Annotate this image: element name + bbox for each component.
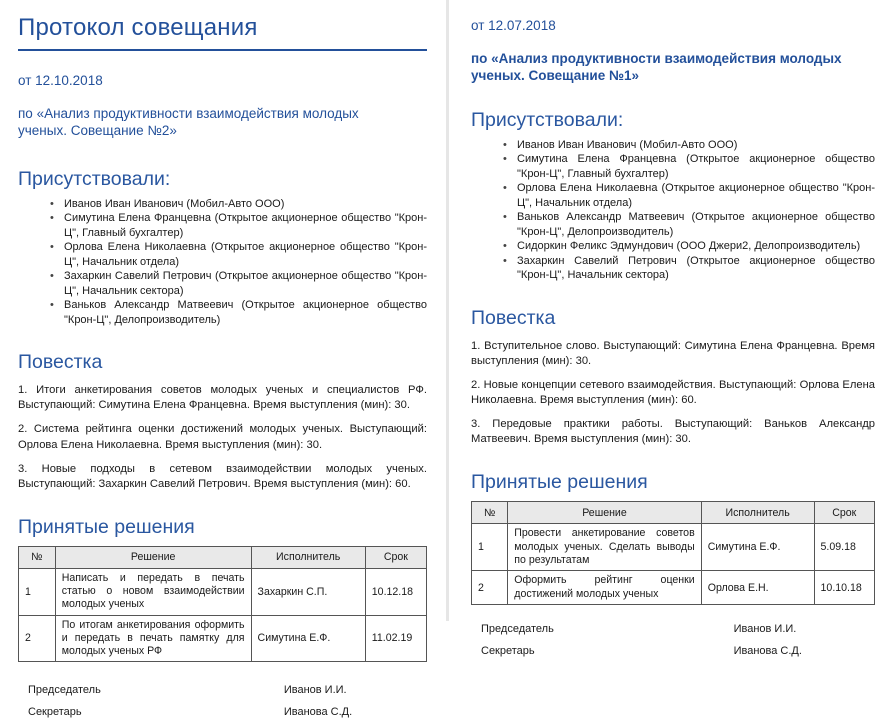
cell-decision: Провести анкетирование советов молодых ученых. Сделать выводы по результатам [508,524,701,571]
attendees-list [18,197,427,328]
signatures-block [471,623,875,667]
table-row [19,615,427,662]
table-header-num: № [19,546,56,568]
cell-executor: Орлова Е.Н. [701,571,814,605]
decisions-heading: Принятые решения [471,471,648,494]
table-header-decision: Решение [55,546,251,568]
signature-row [18,684,427,706]
signature-role: Секретарь [481,645,535,658]
attendee-item: • Иванов Иван Иванович (Мобил-Авто ООО) [517,138,875,153]
agenda-heading: Повестка [471,306,556,329]
table-header-num: № [472,502,508,524]
signature-name: Иванова С.Д. [283,706,353,719]
attendee-item: • Симутина Елена Францевна (Открытое акционерное общество "Крон-Ц", Главный бухгалтер) [517,152,875,181]
attendee-item: • Ваньков Александр Матвеевич (Открытое акционерное общество "Крон-Ц", Делопроизводитель) [64,298,427,327]
agenda-item: 3. Новые подходы в сетевом взаимодействии молодых ученых. Выступающий: Захаркин Савелий Петрович. Время выступления (мин): 60. [18,462,427,490]
table-header-row [19,546,427,568]
signature-row [471,623,875,645]
signature-name: Иванова С.Д. [733,645,802,658]
signature-role: Председатель [28,684,101,697]
attendee-item: • Орлова Елена Николаевна (Открытое акционерное общество "Крон-Ц", Начальник отдела) [517,181,875,210]
cell-due: 11.02.19 [365,615,426,662]
table-header-due: Срок [365,546,426,568]
cell-executor: Симутина Е.Ф. [701,524,814,571]
cell-executor: Захаркин С.П. [251,568,365,615]
cell-decision: По итогам анкетирования оформить и передать в печать памятку для молодых ученых РФ [55,615,251,662]
attendees-heading: Присутствовали: [18,167,171,190]
attendee-item: • Сидоркин Феликс Эдмундович (ООО Джери2, Делопроизводитель) [517,239,875,254]
cell-num: 2 [19,615,56,662]
agenda-heading: Повестка [18,351,103,374]
table-header-executor: Исполнитель [251,546,365,568]
attendee-item: • Ваньков Александр Матвеевич (Открытое акционерное общество "Крон-Ц", Делопроизводитель) [517,210,875,239]
table-row [19,568,427,615]
signature-name: Иванов И.И. [283,684,347,697]
document-title: Протокол совещания [18,14,427,51]
cell-executor: Симутина Е.Ф. [251,615,365,662]
table-header-row [472,502,875,524]
subject-line: по «Анализ продуктивности взаимодействия молодых ученых. Совещание №1» [471,50,842,83]
decisions-heading: Принятые решения [18,515,195,538]
signature-role: Председатель [481,623,554,636]
table-header-decision: Решение [508,502,701,524]
attendee-item: • Захаркин Савелий Петрович (Открытое акционерное общество "Крон-Ц", Начальник сектора) [517,254,875,283]
attendee-item: • Орлова Елена Николаевна (Открытое акционерное общество "Крон-Ц", Начальник отдела) [64,240,427,269]
attendee-item: • Симутина Елена Францевна (Открытое акционерное общество "Крон-Ц", Главный бухгалтер) [64,211,427,240]
cell-num: 2 [472,571,508,605]
table-row [472,524,875,571]
cell-due: 10.10.18 [814,571,874,605]
agenda-item: 2. Система рейтинга оценки достижений молодых ученых. Выступающий: Орлова Елена Николаевна. Время выступления (мин): 30. [18,423,427,451]
date-line: от 12.07.2018 [471,18,556,33]
attendees-list [471,138,875,283]
cell-num: 1 [19,568,56,615]
cell-decision: Написать и передать в печать статью о новом взаимодействии молодых ученых [55,568,251,615]
table-row [472,571,875,605]
page-left [0,0,446,719]
cell-due: 5.09.18 [814,524,874,571]
attendee-item: • Захаркин Савелий Петрович (Открытое акционерное общество "Крон-Ц", Начальник сектора) [64,269,427,298]
cell-decision: Оформить рейтинг оценки достижений молодых ученых [508,571,701,605]
decisions-table [18,546,427,662]
attendees-heading: Присутствовали: [471,108,624,131]
cell-due: 10.12.18 [365,568,426,615]
signature-name: Иванов И.И. [733,623,797,636]
signature-role: Секретарь [28,706,82,719]
agenda-item: 3. Передовые практики работы. Выступающий: Ваньков Александр Матвеевич. Время выступления (мин): 30. [471,418,875,446]
agenda-item: 1. Итоги анкетирования советов молодых ученых и специалистов РФ. Выступающий: Симутина Елена Францевна. Время выступления (мин): 30. [18,384,427,412]
page-right [449,0,895,658]
date-line: от 12.10.2018 [18,73,103,88]
signatures-block [18,684,427,728]
table-header-due: Срок [814,502,874,524]
cell-num: 1 [472,524,508,571]
attendee-item: • Иванов Иван Иванович (Мобил-Авто ООО) [64,197,427,212]
subject-line: по «Анализ продуктивности взаимодействия молодых ученых. Совещание №2» [18,105,359,138]
table-header-executor: Исполнитель [701,502,814,524]
agenda-item: 2. Новые концепции сетевого взаимодействия. Выступающий: Орлова Елена Николаевна. Время выступления (мин): 60. [471,379,875,407]
signature-row [471,645,875,667]
agenda-item: 1. Вступительное слово. Выступающий: Симутина Елена Францевна. Время выступления (мин): 30. [471,339,875,367]
decisions-table [471,501,875,605]
signature-row [18,706,427,728]
